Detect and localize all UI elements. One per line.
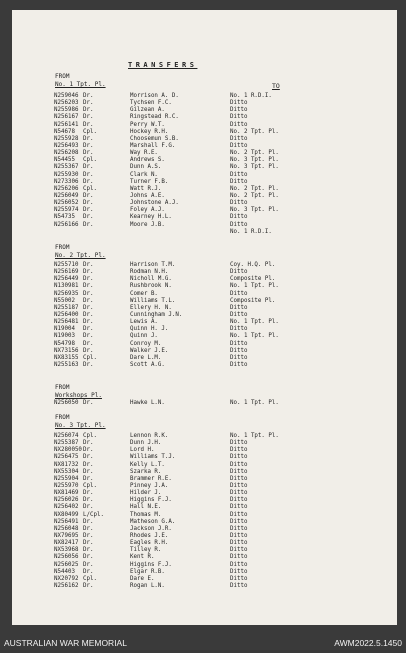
soldier-name: Cunningham J.N. — [130, 311, 183, 318]
rank: Dr. — [83, 547, 94, 554]
rank: Dr. — [83, 200, 94, 207]
service-number: N256169 — [54, 269, 79, 276]
destination: No. 1 R.D.I. — [230, 93, 272, 99]
service-number: N256481 — [54, 319, 79, 326]
rank: Dr. — [83, 100, 94, 107]
rank: Cpl. — [83, 482, 97, 489]
service-number: N256206 — [54, 185, 79, 192]
service-number: N256167 — [54, 114, 79, 121]
rank: Dr. — [83, 333, 94, 340]
rank: Dr. — [83, 540, 94, 547]
rank: Dr. — [83, 121, 94, 128]
rank: Dr. — [83, 214, 94, 221]
service-number: N256074 — [54, 433, 79, 439]
soldier-name: Hilder J. — [130, 490, 162, 497]
service-number: N130981 — [54, 283, 79, 290]
destination: Ditto — [230, 326, 248, 333]
destination: Ditto — [230, 100, 248, 107]
soldier-name: Clark N. — [130, 171, 158, 178]
rank: Dr. — [83, 192, 94, 199]
service-number: NX53968 — [54, 547, 79, 554]
soldier-name: Ringstead R.C. — [130, 114, 179, 121]
destination: Ditto — [230, 354, 248, 361]
service-number: N255928 — [54, 135, 79, 142]
rank: Cpl. — [83, 433, 97, 439]
destination: Ditto — [230, 461, 248, 468]
destination: Ditto — [230, 575, 248, 582]
rank: Dr. — [83, 468, 94, 475]
service-number: N255986 — [54, 107, 79, 114]
rank: Dr. — [83, 150, 94, 157]
service-number: NX79695 — [54, 532, 79, 539]
service-number: N255367 — [54, 164, 79, 171]
service-number: N255163 — [54, 361, 79, 368]
service-number: N256048 — [54, 525, 79, 532]
destination: Ditto — [230, 547, 248, 554]
soldier-name: Dunn A.S. — [130, 164, 162, 171]
soldier-name: Hawke L.N. — [130, 400, 165, 406]
destination: Ditto — [230, 142, 248, 149]
service-number: N256049 — [54, 192, 79, 199]
section-from-label: FROM — [55, 384, 70, 391]
destination: Ditto — [230, 582, 248, 589]
soldier-name: Johns A.E. — [130, 192, 165, 199]
destination: No. 1 R.D.I. — [230, 228, 272, 235]
destination: Ditto — [230, 221, 248, 228]
service-number: N54798 — [54, 340, 75, 347]
service-number: N259046 — [54, 93, 79, 99]
destination: Ditto — [230, 178, 248, 185]
destination: Ditto — [230, 532, 248, 539]
service-number: N256025 — [54, 561, 79, 568]
soldier-name: Higgins F.J. — [130, 561, 172, 568]
service-number: N54455 — [54, 157, 75, 164]
soldier-name: Lennon R.K. — [130, 433, 169, 439]
service-number: N273306 — [54, 178, 79, 185]
service-number: N255974 — [54, 207, 79, 214]
footer-institution: AUSTRALIAN WAR MEMORIAL — [4, 638, 127, 648]
soldier-name: Dare E. — [130, 575, 155, 582]
soldier-name: Foley A.J. — [130, 207, 165, 214]
service-number: N256052 — [54, 200, 79, 207]
rank: Cpl. — [83, 128, 97, 135]
soldier-name: Eagles R.H. — [130, 540, 169, 547]
destination: No. 3 Tpt. Pl. — [230, 207, 279, 214]
service-number: N255710 — [54, 262, 79, 268]
rank: Dr. — [83, 525, 94, 532]
soldier-name: Higgins F.J. — [130, 497, 172, 504]
soldier-name: Scott A.G. — [130, 361, 165, 368]
service-number: N256162 — [54, 582, 79, 589]
service-number: N255187 — [54, 304, 79, 311]
soldier-name: Gilzean A. — [130, 107, 165, 114]
service-number: N255387 — [54, 440, 79, 447]
rank: Dr. — [83, 276, 94, 283]
section-from-label: FROM — [55, 244, 70, 251]
service-number: N256056 — [54, 554, 79, 561]
rank: Dr. — [83, 475, 94, 482]
section-unit-label: No. 1 Tpt. Pl. — [55, 81, 106, 88]
rank: Dr. — [83, 361, 94, 368]
destination: Ditto — [230, 121, 248, 128]
destination: Coy. H.Q. Pl. — [230, 262, 276, 268]
soldier-name: Rhodes J.E. — [130, 532, 169, 539]
service-number: NX81732 — [54, 461, 79, 468]
soldier-name: Morrison A. D. — [130, 93, 179, 99]
destination: Ditto — [230, 504, 248, 511]
destination: No. 2 Tpt. Pl. — [230, 192, 279, 199]
destination: Ditto — [230, 518, 248, 525]
destination: Ditto — [230, 340, 248, 347]
rank: Dr. — [83, 582, 94, 589]
destination: Ditto — [230, 561, 248, 568]
destination: Ditto — [230, 568, 248, 575]
rank: Dr. — [83, 221, 94, 228]
destination: Ditto — [230, 269, 248, 276]
service-number: N19004 — [54, 326, 75, 333]
service-number: N256026 — [54, 497, 79, 504]
service-number: NX55304 — [54, 468, 79, 475]
destination: Ditto — [230, 454, 248, 461]
destination: Ditto — [230, 361, 248, 368]
rank: Cpl. — [83, 575, 97, 582]
destination: Ditto — [230, 214, 248, 221]
destination: Ditto — [230, 490, 248, 497]
service-number: N256141 — [54, 121, 79, 128]
soldier-name: Quinn H. J. — [130, 326, 169, 333]
destination: No. 1 Tpt. Pl. — [230, 319, 279, 326]
service-number: N54403 — [54, 568, 75, 575]
destination: No. 1 Tpt. Pl. — [230, 333, 279, 340]
soldier-name: Ellery H. N. — [130, 304, 172, 311]
rank: Dr. — [83, 400, 94, 406]
rank: Cpl. — [83, 157, 97, 164]
soldier-name: Williams T.J. — [130, 454, 176, 461]
destination: No. 3 Tpt. Pl. — [230, 164, 279, 171]
rank: Dr. — [83, 290, 94, 297]
soldier-name: Rushbrook N. — [130, 283, 172, 290]
destination: Ditto — [230, 311, 248, 318]
soldier-name: Brammer R.E. — [130, 475, 172, 482]
soldier-name: Comer B. — [130, 290, 158, 297]
soldier-name: Quinn J. — [130, 333, 158, 340]
soldier-name: Hall N.E. — [130, 504, 162, 511]
rank: Dr. — [83, 532, 94, 539]
service-number: NX280050 — [54, 447, 82, 454]
service-number: NX82417 — [54, 540, 79, 547]
destination: Ditto — [230, 135, 248, 142]
destination: No. 2 Tpt. Pl. — [230, 185, 279, 192]
destination: Ditto — [230, 290, 248, 297]
rank: Dr. — [83, 440, 94, 447]
soldier-name: Szarka R. — [130, 468, 162, 475]
soldier-name: Tilley R. — [130, 547, 162, 554]
service-number: N256935 — [54, 290, 79, 297]
rank: Cpl. — [83, 354, 97, 361]
section-unit-label: No. 3 Tpt. Pl. — [55, 422, 106, 429]
rank: Dr. — [83, 262, 94, 268]
rank: Dr. — [83, 554, 94, 561]
soldier-name: Pinney J.A. — [130, 482, 169, 489]
service-number: NX83155 — [54, 354, 79, 361]
destination: Ditto — [230, 497, 248, 504]
destination: Ditto — [230, 540, 248, 547]
rank: Dr. — [83, 504, 94, 511]
service-number: N255904 — [54, 475, 79, 482]
soldier-name: Jackson J.R. — [130, 525, 172, 532]
destination: Ditto — [230, 200, 248, 207]
soldier-name: Moore J.B. — [130, 221, 165, 228]
soldier-name: Rogan L.N. — [130, 582, 165, 589]
soldier-name: Kearney H.L. — [130, 214, 172, 221]
destination: Composite Pl. — [230, 297, 276, 304]
soldier-name: Way R.E. — [130, 150, 158, 157]
section-header — [55, 73, 106, 89]
rank: Dr. — [83, 171, 94, 178]
rank: Dr. — [83, 568, 94, 575]
rank: Dr. — [83, 326, 94, 333]
rank: Dr. — [83, 340, 94, 347]
section-header — [55, 384, 102, 400]
destination: Ditto — [230, 447, 248, 454]
soldier-name: Walker J.E. — [130, 347, 169, 354]
service-number: N256208 — [54, 150, 79, 157]
destination: Ditto — [230, 511, 248, 518]
soldier-name: Turner F.B. — [130, 178, 169, 185]
soldier-name: Thomas M. — [130, 511, 162, 518]
soldier-name: Elgar R.B. — [130, 568, 165, 575]
rank: Dr. — [83, 297, 94, 304]
rank: Dr. — [83, 93, 94, 99]
rank: Dr. — [83, 304, 94, 311]
destination: No. 1 Tpt. Pl. — [230, 433, 279, 439]
soldier-name: Choosemun S.B. — [130, 135, 179, 142]
soldier-name: Nicholl M.G. — [130, 276, 172, 283]
soldier-name: Kelly L.T. — [130, 461, 165, 468]
section-unit-label: No. 2 Tpt. Pl. — [55, 252, 106, 259]
service-number: N256493 — [54, 142, 79, 149]
soldier-name: Conroy M. — [130, 340, 162, 347]
destination: No. 2 Tpt. Pl. — [230, 150, 279, 157]
footer-accession-number: AWM2022.5.1450 — [334, 638, 402, 648]
rank: Dr. — [83, 347, 94, 354]
service-number: N256050 — [54, 400, 79, 406]
soldier-name: Marshall F.G. — [130, 142, 176, 149]
section-header — [55, 414, 106, 430]
section-from-label: FROM — [55, 73, 70, 80]
rank: Dr. — [83, 142, 94, 149]
service-number: NX20792 — [54, 575, 79, 582]
soldier-name: Lord H. — [130, 447, 155, 454]
soldier-name: Johnstone A.J. — [130, 200, 179, 207]
footer-bar — [0, 628, 406, 653]
rank: Dr. — [83, 461, 94, 468]
destination: Ditto — [230, 525, 248, 532]
destination: Ditto — [230, 347, 248, 354]
soldier-name: Tychsen F.C. — [130, 100, 172, 107]
service-number: N19003 — [54, 333, 75, 340]
rank: Dr. — [83, 283, 94, 290]
service-number: N255970 — [54, 482, 79, 489]
destination: Ditto — [230, 468, 248, 475]
soldier-name: Watt R.J. — [130, 185, 162, 192]
soldier-name: Kent R. — [130, 554, 155, 561]
destination: No. 2 Tpt. Pl. — [230, 128, 279, 135]
service-number: N256475 — [54, 454, 79, 461]
service-number: N54735 — [54, 214, 75, 221]
soldier-name: Lewis A. — [130, 319, 158, 326]
destination: No. 1 Tpt. Pl. — [230, 400, 279, 406]
soldier-name: Perry W.T. — [130, 121, 165, 128]
soldier-name: Harrison T.M. — [130, 262, 176, 268]
service-number: N256203 — [54, 100, 79, 107]
soldier-name: Williams T.L. — [130, 297, 176, 304]
destination: Ditto — [230, 171, 248, 178]
page-title: TRANSFERS — [128, 61, 198, 69]
destination: No. 1 Tpt. Pl. — [230, 283, 279, 290]
service-number: N54678 — [54, 128, 75, 135]
destination: Composite Pl. — [230, 276, 276, 283]
destination: Ditto — [230, 475, 248, 482]
section-unit-label: Workshops Pl. — [55, 392, 102, 399]
destination: Ditto — [230, 482, 248, 489]
destination: Ditto — [230, 304, 248, 311]
soldier-name: Andrews S. — [130, 157, 165, 164]
destination: Ditto — [230, 440, 248, 447]
to-column-header: TO — [272, 82, 280, 90]
service-number: N255930 — [54, 171, 79, 178]
destination: No. 3 Tpt. Pl. — [230, 157, 279, 164]
destination: Ditto — [230, 554, 248, 561]
service-number: NX81469 — [54, 490, 79, 497]
soldier-name: Dare L.M. — [130, 354, 162, 361]
rank: Dr. — [83, 319, 94, 326]
destination: Ditto — [230, 114, 248, 121]
rank: Cpl. — [83, 185, 97, 192]
rank: Dr. — [83, 497, 94, 504]
rank: Dr. — [83, 107, 94, 114]
section-header — [55, 244, 106, 260]
rank: L/Cpl. — [83, 511, 104, 518]
soldier-name: Matheson G.A. — [130, 518, 176, 525]
rank: Dr. — [83, 269, 94, 276]
rank: Dr. — [83, 311, 94, 318]
rank: Dr. — [83, 518, 94, 525]
service-number: N256491 — [54, 518, 79, 525]
soldier-name: Hockey R.H. — [130, 128, 169, 135]
soldier-name: Dunn J.H. — [130, 440, 162, 447]
destination: Ditto — [230, 107, 248, 114]
rank: Dr. — [83, 561, 94, 568]
service-number: N256166 — [54, 221, 79, 228]
rank: Dr. — [83, 490, 94, 497]
rank: Dr. — [83, 207, 94, 214]
rank: Dr. — [83, 135, 94, 142]
rank: Dr. — [83, 178, 94, 185]
rank: Dr. — [83, 454, 94, 461]
rank: Dr. — [83, 164, 94, 171]
service-number: N55002 — [54, 297, 75, 304]
soldier-name: Rodman N.H. — [130, 269, 169, 276]
rank: Dr. — [83, 447, 94, 454]
service-number: N256400 — [54, 311, 79, 318]
rank: Dr. — [83, 114, 94, 121]
service-number: N256449 — [54, 276, 79, 283]
section-from-label: FROM — [55, 414, 70, 421]
service-number: NX80499 — [54, 511, 79, 518]
service-number: N256402 — [54, 504, 79, 511]
service-number: NX73156 — [54, 347, 79, 354]
